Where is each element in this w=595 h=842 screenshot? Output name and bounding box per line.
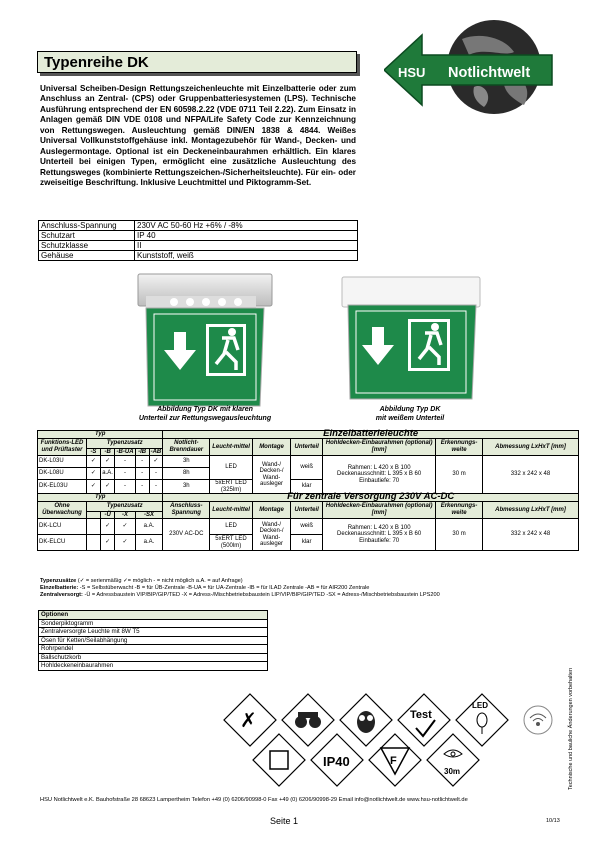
notes	[40, 578, 580, 598]
cell-bua: -	[115, 456, 135, 468]
col-spannung: Anschluss-Spannung	[163, 501, 210, 519]
cell-montage: Wand-/ Decken-/ Wand-ausleger	[252, 519, 290, 551]
einbautiefe-text: Einbautiefe: 70	[359, 477, 400, 484]
wireless-icon	[524, 706, 552, 734]
spec-value: IP 40	[135, 231, 358, 241]
col-erkennung-1: Erkennungs-weite	[436, 438, 483, 456]
cell-erkennung: 30 m	[436, 519, 483, 551]
options-table	[38, 610, 268, 671]
col-x: -X	[115, 511, 135, 519]
einbautiefe-text: Einbautiefe: 70	[359, 537, 400, 544]
spec-table	[38, 220, 358, 261]
option-row	[39, 662, 268, 671]
cell-sx: a.A.	[135, 535, 163, 551]
col-s: -S	[87, 448, 101, 456]
cell-dauer: 3h	[163, 480, 210, 494]
spec-label: Schutzart	[39, 231, 135, 241]
rahmen-text: Rahmen: L 420 x B 100	[347, 464, 411, 471]
diamond-distance-icon	[427, 734, 479, 786]
cell-montage: Wand-/ Decken-/ Wand-ausleger	[252, 456, 290, 494]
col-empty	[87, 511, 101, 519]
col-ohne: Ohne Überwachung	[38, 501, 87, 519]
option-row	[39, 628, 268, 637]
spec-row	[39, 231, 358, 241]
cell-abmessung: 332 x 242 x 48	[482, 456, 578, 494]
table-row-name: DK-EL03U	[38, 480, 87, 494]
footer-address: HSU Notlichtwelt e.K. Bauhofstraße 28 68623 Lampertheim Telefon +49 (0) 6206/90998-0 Fax +49 (0) 6206/90998-29 Email info@notlichtwelt.de www.hsu-notlichtwelt.de	[40, 797, 468, 803]
cell-bua: -	[115, 468, 135, 480]
caption-left-line1: Abbildung Typ DK mit klaren	[157, 406, 253, 413]
notes-text-1: (✓ = serienmäßig ✓= möglich - = nicht möglich a.A. = auf Anfrage)	[77, 578, 243, 584]
spec-value: 230V AC 50-60 Hz +6% / -8%	[135, 221, 358, 231]
test-icon-label: Test	[410, 709, 432, 721]
col-einbaurahmen-1: Hohldecken-Einbaurahmen (optional) [mm]	[323, 438, 436, 456]
cell-x: ✓	[115, 519, 135, 535]
option-row	[39, 653, 268, 662]
page-number: Seite 1	[270, 816, 299, 826]
cell-b: ✓	[100, 456, 115, 468]
notes-label-2: Einzelbatterie:	[40, 584, 79, 591]
col-montage-1: Montage	[252, 438, 290, 456]
table-row-name: DK-ELCU	[38, 535, 87, 551]
distance-icon-label: 30m	[444, 767, 461, 776]
notes-text-3: -Ü = Adressbaustein VIP/BIP/GIP/TED -X = Adress-/Mischbetriebsbaustein LIP/VIP/BIP/GIP/TED -SX = Adress-/Mischbetriebsbaustein LPS200	[84, 591, 440, 598]
cell-klar: klar	[291, 480, 323, 494]
col-unterteil-1: Unterteil	[291, 438, 323, 456]
diamond-square-icon	[253, 734, 305, 786]
option-row	[39, 636, 268, 645]
notes-label-3: Zentralversorgt:	[40, 591, 83, 598]
cell-ib: -	[135, 480, 149, 494]
cell-erkennung: 30 m	[436, 456, 483, 494]
spec-row	[39, 251, 358, 261]
spec-value: Kunststoff, weiß	[135, 251, 358, 261]
certification-icons	[220, 690, 560, 790]
cell-rahmen	[323, 456, 436, 494]
caption-left-line2: Unterteil zur Rettungswegausleuchtung	[138, 414, 272, 422]
cell-weiss: weiß	[291, 519, 323, 535]
cell-dauer: 8h	[163, 468, 210, 480]
option-item: Sonderpiktogramm	[39, 619, 268, 628]
cell-empty	[87, 535, 101, 551]
cell-ab: -	[149, 468, 163, 480]
cell-ab: ✓	[149, 456, 163, 468]
ausschnitt-text: Deckenausschnitt: L 395 x B 60	[337, 531, 422, 538]
table-row-name: DK-L08U	[38, 468, 87, 480]
logo-text-hsu: HSU	[398, 65, 426, 80]
page-title: Typenreihe DK	[44, 54, 149, 71]
cell-s: ✓	[87, 468, 101, 480]
col-einbaurahmen-2: Hohldecken-Einbaurahmen (optional) [mm]	[323, 501, 436, 519]
col-leuchtmittel-1: Leucht-mittel	[210, 438, 253, 456]
col-typenzusatz-1: Typenzusatz	[87, 438, 163, 448]
diamond-glasses-icon	[282, 694, 334, 746]
logo-text-notlichtwelt: Notlichtwelt	[448, 65, 531, 81]
cell-u: ✓	[100, 535, 115, 551]
typ-header-2: Typ	[38, 494, 163, 502]
spec-label: Gehäuse	[39, 251, 135, 261]
caption-right	[345, 406, 475, 423]
led-icon-label: LED	[472, 701, 488, 710]
col-funktion: Funktions-LED und Prüftaster	[38, 438, 87, 456]
vertical-note: Technische und bauliche Änderungen vorbehalten	[568, 667, 574, 790]
cell-rahmen	[323, 519, 436, 551]
product-table	[37, 430, 579, 551]
cell-b: a.A.	[100, 468, 115, 480]
col-bua: -B-UA	[116, 448, 134, 455]
col-sx: -SX	[135, 511, 163, 519]
col-b: -B	[100, 448, 115, 456]
section-einzelbatterie: Einzelbatterieleuchte	[163, 431, 579, 439]
cell-led: LED	[210, 519, 253, 535]
cell-ert: 5xERT LED (325lm)	[210, 480, 253, 494]
cell-sx: a.A.	[135, 519, 163, 535]
caption-right-line2: mit weißem Unterteil	[375, 414, 445, 422]
cell-ab: -	[149, 480, 163, 494]
notes-label-1: Typenzusätze	[40, 578, 77, 584]
option-item: Hohldeckeneinbaurahmen	[39, 662, 268, 671]
cell-ert: 5xERT LED (500lm)	[210, 535, 253, 551]
title-box	[37, 51, 357, 73]
cell-led: LED	[210, 456, 253, 480]
table-row-name: DK-LCU	[38, 519, 87, 535]
spec-label: Anschluss-Spannung	[39, 221, 135, 231]
cell-ib: -	[135, 456, 149, 468]
notes-text-2: -S = Selbstüberwacht -B = für ÜB-Zentrale -B-UA = für UA-Zentrale -IB = für ILAD Zentrale -AB = für AIR200 Zentrale	[79, 584, 370, 591]
x-mark-icon: ✗	[240, 708, 257, 732]
cell-empty	[87, 519, 101, 535]
option-item: Ballschutzkorb	[39, 653, 268, 662]
options-header: Optionen	[39, 611, 268, 620]
caption-left	[130, 406, 280, 423]
cell-bua: -	[115, 480, 135, 494]
cell-weiss: weiß	[291, 456, 323, 480]
typ-header-1: Typ	[38, 431, 163, 439]
col-abmessung-1: Abmessung LxHxT [mm]	[482, 438, 578, 456]
option-row	[39, 619, 268, 628]
ausschnitt-text: Deckenausschnitt: L 395 x B 60	[337, 471, 422, 478]
spec-value: II	[135, 241, 358, 251]
col-ib: -IB	[135, 448, 149, 456]
owl-icon	[357, 711, 375, 733]
option-item: Rohrpendel	[39, 645, 268, 654]
spec-row	[39, 241, 358, 251]
cell-s: ✓	[87, 456, 101, 468]
col-u: -Ü	[100, 511, 115, 519]
intro-paragraph: Universal Scheiben-Design Rettungszeichenleuchte mit Einzelbatterie oder zum Anschluss an Zentral- (CPS) oder Gruppenbatteriesystemen (LPS). Technische Ausführung entsprechend der EN 60598.2.22 (VDE 0711 Teil 2.22). Zum Einsatz in Anlagen gemäß DIN VDE 0108 und NFPA/Life Safety Code zur Kennzeichnung von Rettungswegen. Ausleuchtung gemäß DIN/EN 1838 & 4844. Weißes Universal Vollkunststoffgehäuse inkl. Montagezubehör für Wand-, Decken- und Auslegermontage. Optional ist ein Deckeneinbaurahmen erhältlich. Ein klares Unterteil bei einigen Typen, ermöglicht eine zusätzliche Ausleuchtung des Rettungsweges (kombinierte Rettungszeichen-/Sicherheitsleuchte). Für ein- oder zweiseitige Beschriftung. Inklusive Leuchtmittel und Piktogramm-Set.	[40, 84, 356, 188]
spec-label: Schutzklasse	[39, 241, 135, 251]
hsu-logo	[384, 17, 574, 127]
section-zentral: Für zentrale Versorgung 230V AC-DC	[163, 494, 579, 502]
photo-dk-white	[340, 275, 484, 401]
cell-b: ✓	[100, 480, 115, 494]
cell-abmessung: 332 x 242 x 48	[482, 519, 578, 551]
col-typenzusatz-2: Typenzusatz	[87, 501, 163, 511]
spec-row	[39, 221, 358, 231]
cell-s: ✓	[87, 480, 101, 494]
photo-dk-clear	[136, 272, 276, 408]
option-row	[39, 645, 268, 654]
rahmen-text: Rahmen: L 420 x B 100	[347, 524, 411, 531]
cell-u: ✓	[100, 519, 115, 535]
ip40-icon-label: IP40	[323, 754, 350, 769]
cell-dauer: 3h	[163, 456, 210, 468]
option-item: Zentralversorgte Leuchte mit 8W T5	[39, 628, 268, 637]
col-ab: -AB	[150, 448, 162, 455]
col-leuchtmittel-2: Leucht-mittel	[210, 501, 253, 519]
col-montage-2: Montage	[252, 501, 290, 519]
table-row-name: DK-L03U	[38, 456, 87, 468]
col-erkennung-2: Erkennungs-weite	[436, 501, 483, 519]
col-unterteil-2: Unterteil	[291, 501, 323, 519]
cell-spannung: 230V AC-DC	[163, 519, 210, 551]
cell-ib: -	[135, 468, 149, 480]
f-icon-label: F	[390, 755, 397, 767]
col-brenndauer: Notlicht-Brenndauer	[163, 438, 210, 456]
option-item: Ösen für Ketten/Seilabhängung	[39, 636, 268, 645]
col-abmessung-2: Abmessung LxHxT [mm]	[482, 501, 578, 519]
page-code: 10/13	[546, 818, 560, 824]
cell-x: ✓	[115, 535, 135, 551]
caption-right-line1: Abbildung Typ DK	[379, 406, 441, 413]
cell-klar: klar	[291, 535, 323, 551]
